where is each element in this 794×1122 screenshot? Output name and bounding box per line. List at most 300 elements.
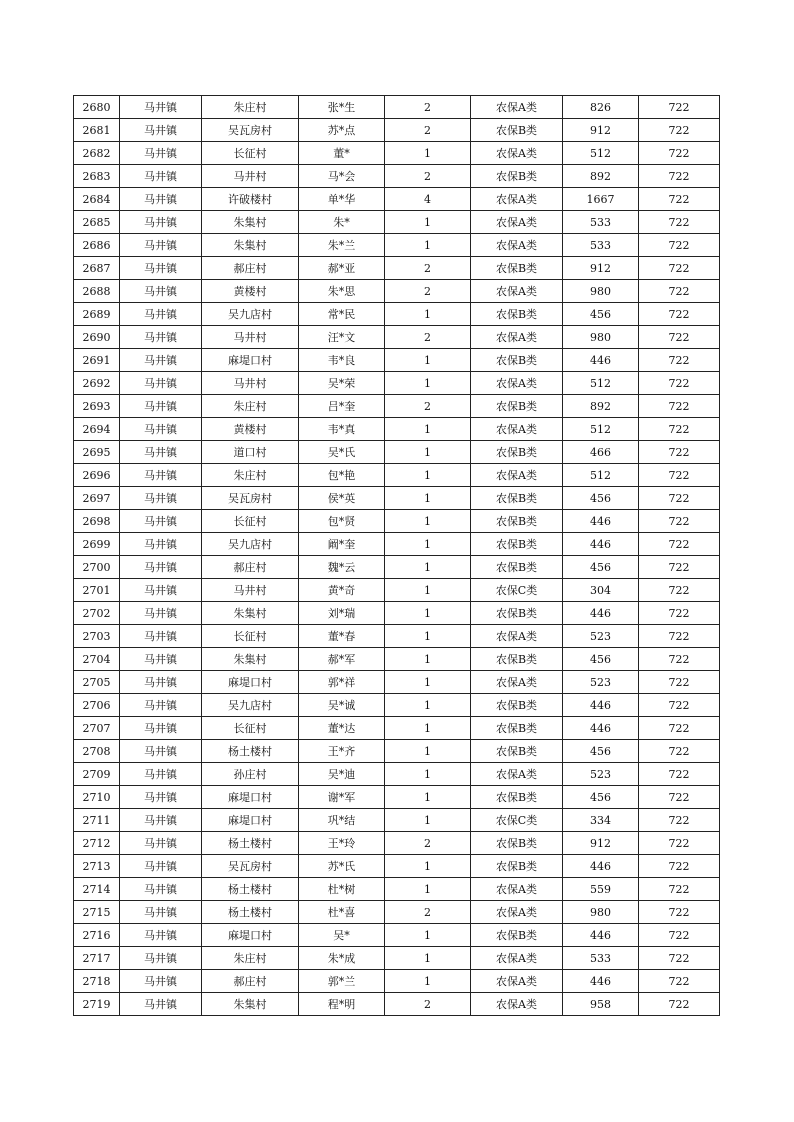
village-cell: 朱庄村 [202,96,299,119]
household-size-cell: 4 [385,188,471,211]
table-row [74,303,720,326]
category-cell: 农保A类 [471,671,563,694]
name-cell: 郝*亚 [299,257,385,280]
category-cell: 农保B类 [471,533,563,556]
town-cell: 马井镇 [120,924,202,947]
standard-cell: 722 [639,487,720,510]
table-row [74,763,720,786]
village-cell: 朱集村 [202,234,299,257]
amount-cell: 533 [563,211,639,234]
table-row [74,947,720,970]
name-cell: 郭*兰 [299,970,385,993]
category-cell: 农保B类 [471,119,563,142]
category-cell: 农保A类 [471,763,563,786]
serial-cell: 2698 [74,510,120,533]
name-cell: 韦*真 [299,418,385,441]
village-cell: 郝庄村 [202,257,299,280]
category-cell: 农保B类 [471,395,563,418]
table-row [74,142,720,165]
serial-cell: 2717 [74,947,120,970]
amount-cell: 512 [563,418,639,441]
standard-cell: 722 [639,579,720,602]
standard-cell: 722 [639,165,720,188]
amount-cell: 446 [563,970,639,993]
serial-cell: 2694 [74,418,120,441]
name-cell: 韦*良 [299,349,385,372]
standard-cell: 722 [639,441,720,464]
village-cell: 郝庄村 [202,970,299,993]
table-row [74,372,720,395]
village-cell: 长征村 [202,625,299,648]
serial-cell: 2683 [74,165,120,188]
amount-cell: 533 [563,234,639,257]
town-cell: 马井镇 [120,625,202,648]
village-cell: 麻堤口村 [202,786,299,809]
standard-cell: 722 [639,924,720,947]
category-cell: 农保A类 [471,142,563,165]
town-cell: 马井镇 [120,257,202,280]
household-size-cell: 1 [385,142,471,165]
serial-cell: 2687 [74,257,120,280]
table-row [74,901,720,924]
town-cell: 马井镇 [120,96,202,119]
serial-cell: 2703 [74,625,120,648]
town-cell: 马井镇 [120,418,202,441]
standard-cell: 722 [639,326,720,349]
category-cell: 农保A类 [471,464,563,487]
serial-cell: 2689 [74,303,120,326]
household-size-cell: 1 [385,970,471,993]
serial-cell: 2699 [74,533,120,556]
town-cell: 马井镇 [120,142,202,165]
serial-cell: 2719 [74,993,120,1016]
standard-cell: 722 [639,464,720,487]
amount-cell: 446 [563,855,639,878]
household-size-cell: 2 [385,326,471,349]
name-cell: 吕*奎 [299,395,385,418]
serial-cell: 2701 [74,579,120,602]
standard-cell: 722 [639,763,720,786]
standard-cell: 722 [639,740,720,763]
village-cell: 朱集村 [202,602,299,625]
category-cell: 农保A类 [471,280,563,303]
village-cell: 吴九店村 [202,533,299,556]
table-row [74,579,720,602]
category-cell: 农保B类 [471,648,563,671]
serial-cell: 2716 [74,924,120,947]
roster-table [73,95,720,1016]
table-row [74,280,720,303]
category-cell: 农保B类 [471,740,563,763]
amount-cell: 912 [563,832,639,855]
serial-cell: 2711 [74,809,120,832]
household-size-cell: 1 [385,717,471,740]
standard-cell: 722 [639,832,720,855]
town-cell: 马井镇 [120,349,202,372]
serial-cell: 2685 [74,211,120,234]
amount-cell: 912 [563,257,639,280]
household-size-cell: 2 [385,257,471,280]
town-cell: 马井镇 [120,878,202,901]
name-cell: 张*生 [299,96,385,119]
name-cell: 吴*荣 [299,372,385,395]
serial-cell: 2682 [74,142,120,165]
name-cell: 刘*瑞 [299,602,385,625]
standard-cell: 722 [639,418,720,441]
amount-cell: 892 [563,395,639,418]
amount-cell: 304 [563,579,639,602]
amount-cell: 446 [563,717,639,740]
standard-cell: 722 [639,533,720,556]
serial-cell: 2718 [74,970,120,993]
category-cell: 农保A类 [471,993,563,1016]
amount-cell: 523 [563,671,639,694]
town-cell: 马井镇 [120,901,202,924]
town-cell: 马井镇 [120,326,202,349]
serial-cell: 2696 [74,464,120,487]
standard-cell: 722 [639,855,720,878]
category-cell: 农保B类 [471,165,563,188]
household-size-cell: 1 [385,372,471,395]
village-cell: 吴瓦房村 [202,855,299,878]
table-row [74,602,720,625]
amount-cell: 892 [563,165,639,188]
name-cell: 阚*奎 [299,533,385,556]
standard-cell: 722 [639,280,720,303]
standard-cell: 722 [639,372,720,395]
category-cell: 农保A类 [471,878,563,901]
amount-cell: 466 [563,441,639,464]
town-cell: 马井镇 [120,188,202,211]
table-row [74,694,720,717]
town-cell: 马井镇 [120,119,202,142]
table-row [74,740,720,763]
village-cell: 麻堤口村 [202,349,299,372]
household-size-cell: 1 [385,694,471,717]
standard-cell: 722 [639,671,720,694]
category-cell: 农保A类 [471,211,563,234]
village-cell: 马井村 [202,326,299,349]
table-row [74,648,720,671]
name-cell: 董*春 [299,625,385,648]
table-row [74,257,720,280]
category-cell: 农保B类 [471,694,563,717]
standard-cell: 722 [639,211,720,234]
name-cell: 黄*奇 [299,579,385,602]
name-cell: 吴* [299,924,385,947]
town-cell: 马井镇 [120,717,202,740]
serial-cell: 2705 [74,671,120,694]
household-size-cell: 1 [385,947,471,970]
table-row [74,832,720,855]
serial-cell: 2697 [74,487,120,510]
village-cell: 麻堤口村 [202,809,299,832]
category-cell: 农保C类 [471,809,563,832]
household-size-cell: 2 [385,96,471,119]
household-size-cell: 2 [385,280,471,303]
amount-cell: 512 [563,142,639,165]
name-cell: 巩*结 [299,809,385,832]
table-row [74,464,720,487]
village-cell: 许破楼村 [202,188,299,211]
household-size-cell: 1 [385,303,471,326]
serial-cell: 2709 [74,763,120,786]
standard-cell: 722 [639,878,720,901]
household-size-cell: 1 [385,786,471,809]
town-cell: 马井镇 [120,763,202,786]
table-row [74,809,720,832]
serial-cell: 2707 [74,717,120,740]
household-size-cell: 1 [385,924,471,947]
amount-cell: 523 [563,625,639,648]
household-size-cell: 1 [385,556,471,579]
village-cell: 朱庄村 [202,395,299,418]
household-size-cell: 1 [385,418,471,441]
name-cell: 马*会 [299,165,385,188]
town-cell: 马井镇 [120,556,202,579]
amount-cell: 826 [563,96,639,119]
town-cell: 马井镇 [120,740,202,763]
village-cell: 郝庄村 [202,556,299,579]
name-cell: 苏*点 [299,119,385,142]
table-row [74,533,720,556]
serial-cell: 2713 [74,855,120,878]
standard-cell: 722 [639,142,720,165]
serial-cell: 2686 [74,234,120,257]
amount-cell: 456 [563,556,639,579]
town-cell: 马井镇 [120,165,202,188]
standard-cell: 722 [639,993,720,1016]
household-size-cell: 2 [385,395,471,418]
village-cell: 朱集村 [202,993,299,1016]
town-cell: 马井镇 [120,855,202,878]
table-row [74,211,720,234]
town-cell: 马井镇 [120,786,202,809]
amount-cell: 446 [563,510,639,533]
household-size-cell: 1 [385,533,471,556]
standard-cell: 722 [639,395,720,418]
serial-cell: 2684 [74,188,120,211]
name-cell: 郝*军 [299,648,385,671]
household-size-cell: 1 [385,487,471,510]
name-cell: 杜*喜 [299,901,385,924]
household-size-cell: 1 [385,855,471,878]
name-cell: 侯*英 [299,487,385,510]
household-size-cell: 1 [385,625,471,648]
name-cell: 王*齐 [299,740,385,763]
standard-cell: 722 [639,625,720,648]
standard-cell: 722 [639,717,720,740]
village-cell: 麻堤口村 [202,671,299,694]
village-cell: 吴瓦房村 [202,487,299,510]
category-cell: 农保A类 [471,326,563,349]
category-cell: 农保B类 [471,717,563,740]
household-size-cell: 1 [385,763,471,786]
town-cell: 马井镇 [120,648,202,671]
table-row [74,993,720,1016]
town-cell: 马井镇 [120,372,202,395]
village-cell: 马井村 [202,372,299,395]
household-size-cell: 1 [385,602,471,625]
household-size-cell: 1 [385,809,471,832]
name-cell: 常*民 [299,303,385,326]
town-cell: 马井镇 [120,510,202,533]
category-cell: 农保A类 [471,901,563,924]
amount-cell: 980 [563,901,639,924]
serial-cell: 2690 [74,326,120,349]
household-size-cell: 1 [385,211,471,234]
household-size-cell: 2 [385,119,471,142]
amount-cell: 456 [563,786,639,809]
name-cell: 单*华 [299,188,385,211]
amount-cell: 456 [563,648,639,671]
household-size-cell: 1 [385,878,471,901]
village-cell: 黄楼村 [202,418,299,441]
serial-cell: 2715 [74,901,120,924]
amount-cell: 559 [563,878,639,901]
household-size-cell: 1 [385,349,471,372]
household-size-cell: 1 [385,464,471,487]
name-cell: 朱*兰 [299,234,385,257]
table-row [74,717,720,740]
serial-cell: 2695 [74,441,120,464]
amount-cell: 446 [563,694,639,717]
town-cell: 马井镇 [120,441,202,464]
town-cell: 马井镇 [120,809,202,832]
name-cell: 谢*军 [299,786,385,809]
amount-cell: 533 [563,947,639,970]
household-size-cell: 2 [385,901,471,924]
name-cell: 朱*思 [299,280,385,303]
amount-cell: 523 [563,763,639,786]
town-cell: 马井镇 [120,671,202,694]
village-cell: 长征村 [202,142,299,165]
name-cell: 董*达 [299,717,385,740]
village-cell: 朱庄村 [202,947,299,970]
category-cell: 农保A类 [471,188,563,211]
serial-cell: 2700 [74,556,120,579]
name-cell: 郭*祥 [299,671,385,694]
amount-cell: 456 [563,740,639,763]
village-cell: 朱集村 [202,648,299,671]
name-cell: 吴*诚 [299,694,385,717]
category-cell: 农保A类 [471,96,563,119]
table-row [74,924,720,947]
village-cell: 杨土楼村 [202,832,299,855]
serial-cell: 2708 [74,740,120,763]
household-size-cell: 2 [385,832,471,855]
village-cell: 麻堤口村 [202,924,299,947]
amount-cell: 1667 [563,188,639,211]
category-cell: 农保A类 [471,970,563,993]
village-cell: 吴瓦房村 [202,119,299,142]
name-cell: 杜*树 [299,878,385,901]
table-row [74,326,720,349]
name-cell: 包*艳 [299,464,385,487]
amount-cell: 446 [563,602,639,625]
serial-cell: 2706 [74,694,120,717]
town-cell: 马井镇 [120,487,202,510]
standard-cell: 722 [639,809,720,832]
standard-cell: 722 [639,602,720,625]
category-cell: 农保C类 [471,579,563,602]
table-row [74,556,720,579]
town-cell: 马井镇 [120,832,202,855]
amount-cell: 980 [563,326,639,349]
town-cell: 马井镇 [120,694,202,717]
household-size-cell: 1 [385,579,471,602]
table-row [74,96,720,119]
name-cell: 汪*文 [299,326,385,349]
name-cell: 吴*氏 [299,441,385,464]
town-cell: 马井镇 [120,947,202,970]
table-row [74,418,720,441]
table-row [74,349,720,372]
village-cell: 马井村 [202,579,299,602]
standard-cell: 722 [639,349,720,372]
town-cell: 马井镇 [120,280,202,303]
category-cell: 农保B类 [471,349,563,372]
category-cell: 农保B类 [471,602,563,625]
table-row [74,234,720,257]
serial-cell: 2710 [74,786,120,809]
standard-cell: 722 [639,786,720,809]
table-row [74,970,720,993]
amount-cell: 980 [563,280,639,303]
village-cell: 长征村 [202,510,299,533]
category-cell: 农保B类 [471,556,563,579]
name-cell: 董* [299,142,385,165]
household-size-cell: 1 [385,671,471,694]
village-cell: 道口村 [202,441,299,464]
town-cell: 马井镇 [120,993,202,1016]
household-size-cell: 1 [385,234,471,257]
serial-cell: 2681 [74,119,120,142]
standard-cell: 722 [639,556,720,579]
table-row [74,441,720,464]
category-cell: 农保B类 [471,487,563,510]
table-row [74,487,720,510]
table-row [74,786,720,809]
town-cell: 马井镇 [120,464,202,487]
household-size-cell: 1 [385,510,471,533]
amount-cell: 446 [563,349,639,372]
household-size-cell: 1 [385,648,471,671]
standard-cell: 722 [639,970,720,993]
standard-cell: 722 [639,96,720,119]
standard-cell: 722 [639,947,720,970]
village-cell: 朱集村 [202,211,299,234]
standard-cell: 722 [639,694,720,717]
household-size-cell: 2 [385,993,471,1016]
amount-cell: 912 [563,119,639,142]
amount-cell: 456 [563,487,639,510]
category-cell: 农保B类 [471,510,563,533]
serial-cell: 2702 [74,602,120,625]
village-cell: 杨土楼村 [202,740,299,763]
village-cell: 杨土楼村 [202,878,299,901]
town-cell: 马井镇 [120,579,202,602]
category-cell: 农保B类 [471,786,563,809]
standard-cell: 722 [639,303,720,326]
town-cell: 马井镇 [120,211,202,234]
name-cell: 吴*迪 [299,763,385,786]
town-cell: 马井镇 [120,970,202,993]
amount-cell: 512 [563,464,639,487]
serial-cell: 2691 [74,349,120,372]
name-cell: 包*贤 [299,510,385,533]
table-row [74,510,720,533]
